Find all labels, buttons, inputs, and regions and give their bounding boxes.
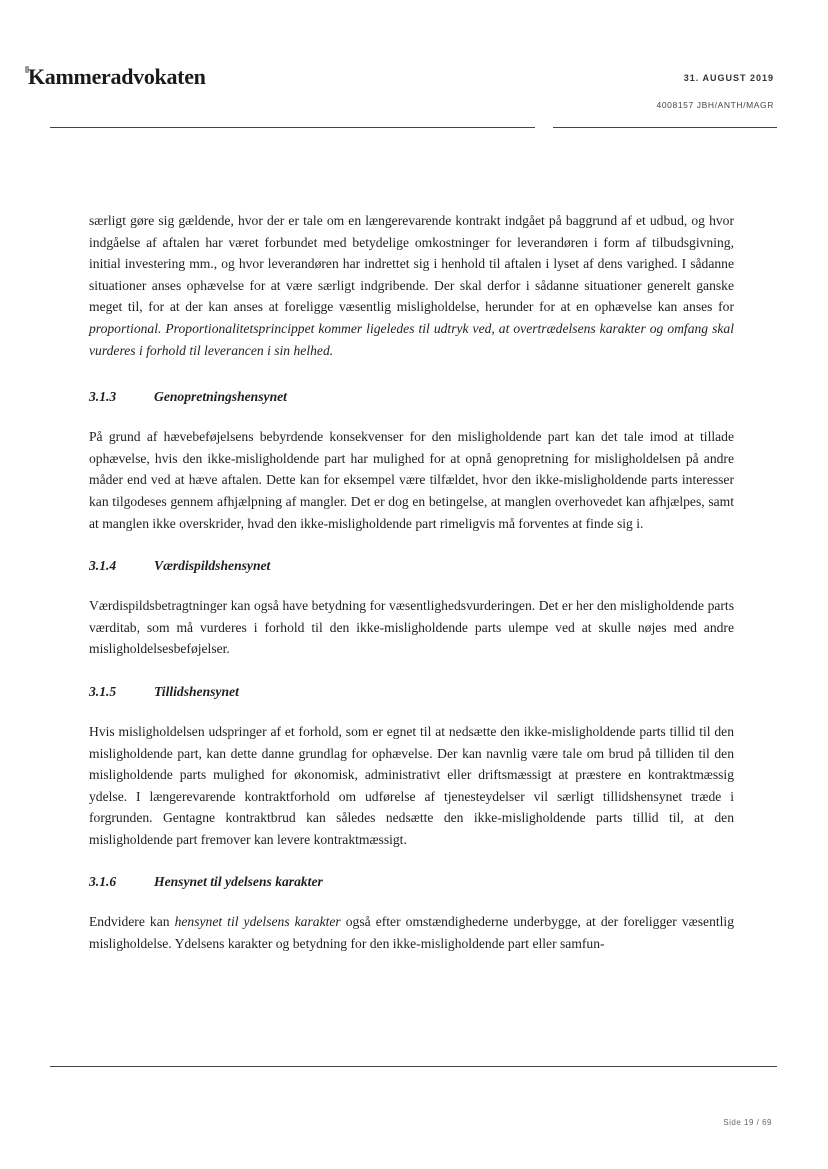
section-heading [89, 558, 734, 574]
document-body [89, 210, 734, 955]
paragraph: Hvis misligholdelsen udspringer af et forhold, som er egnet til at nedsætte den ikke-misligholdende parts tillid til den misligholdende part, kan dette danne grundlag for ophævelse. Der kan navnlig være tale om brud på tilliden til den misligholdende parts mulighed for økonomisk, administrativt eller driftsmæssigt at præstere en kontraktmæssig ydelse. I længerevarende kontraktforhold om udførelse af tjenesteydelser vil særligt tillidshensynet træde i forgrunden. Gentagne kontraktbrud kan således nedsætte den ikke-misligholdende parts tillid til, at den misligholdende part fremover kan levere kontraktmæssigt. [89, 723, 734, 847]
paragraph: På grund af hævebeføjelsens bebyrdende konsekvenser for den misligholdende part kan det tale imod at tillade ophævelse, hvis den ikke-misligholdende part har mulighed for at opnå genopretning for misligholdelsen på andre måder end ved at hæve aftalen. Dette kan for eksempel være tilfældet, hvor den ikke-misligholdende parts interesser kan tilgodeses gennem afhjælpning af mangler. Det er dog en betingelse, at manglen overhovedet kan afhjælpes, samt at manglen ikke overskrider, hvad den ikke-misligholdende part rimeligvis må forventes at finde sig i. [89, 429, 734, 531]
header-rule-right [553, 127, 777, 128]
logo: Kammeradvokaten [28, 64, 206, 89]
paragraph [89, 210, 734, 361]
section-title: Værdispildshensynet [154, 558, 271, 574]
section-number: 3.1.5 [89, 683, 117, 699]
paragraph-italic-text: proportional. Proportionalitetsprincippet kommer ligeledes til udtryk ved, at overtrædelsens karakter og omfang skal vurderes i forhold til leverancen i sin helhed. [89, 320, 734, 358]
paragraph-italic-text: hensynet til ydelsens karakter [174, 914, 341, 930]
section-title: Hensynet til ydelsens karakter [154, 874, 323, 890]
paragraph-text: også efter omstændighederne underbygge, at der foreligger væsentlig misligholdelse. Ydelsens karakter og betydning for den ikke-misligholdende part eller samfun- [89, 914, 734, 952]
document-reference: 4008157 JBH/ANTH/MAGR [656, 100, 774, 110]
section-number: 3.1.3 [89, 389, 117, 405]
section-heading [89, 389, 734, 405]
section-number: 3.1.6 [89, 874, 117, 890]
section-title: Genopretningshensynet [154, 389, 287, 405]
section-number: 3.1.4 [89, 558, 117, 574]
section-heading [89, 684, 734, 700]
header-rule-left [50, 127, 535, 128]
paragraph: Værdispildsbetragtninger kan også have betydning for væsentlighedsvurderingen. Det er her den misligholdende parts værditab, som må vurderes i forhold til den ikke-misligholdende parts ulempe ved at skulle nøjes med andre misligholdelsesbeføjelser. [89, 598, 734, 657]
paragraph [89, 911, 734, 954]
section-title: Tillidshensynet [154, 683, 239, 699]
section-heading [89, 874, 734, 890]
paragraph-text: Endvidere kan [89, 914, 175, 930]
footer-rule [50, 1066, 777, 1067]
document-date: 31. AUGUST 2019 [683, 73, 774, 83]
paragraph-text: særligt gøre sig gældende, hvor der er tale om en længerevarende kontrakt indgået på baggrund af et udbud, og hvor indgåelse af aftalen har været forbundet med betydelige omkostninger for leverandøren i form af tilbudsgivning, initial investering mm., og hvor leverandøren har indrettet sig i henhold til aftalen i lyset af dens varighed. I sådanne situationer anses ophævelse for at være særligt indgribende. Der skal derfor i sådanne situationer generelt ganske meget til, for at der kan anses at foreligge væsentlig misligholdelse, herunder for at en ophævelse kan anses for [89, 213, 734, 315]
page-number: Side 19 / 69 [723, 1118, 772, 1127]
